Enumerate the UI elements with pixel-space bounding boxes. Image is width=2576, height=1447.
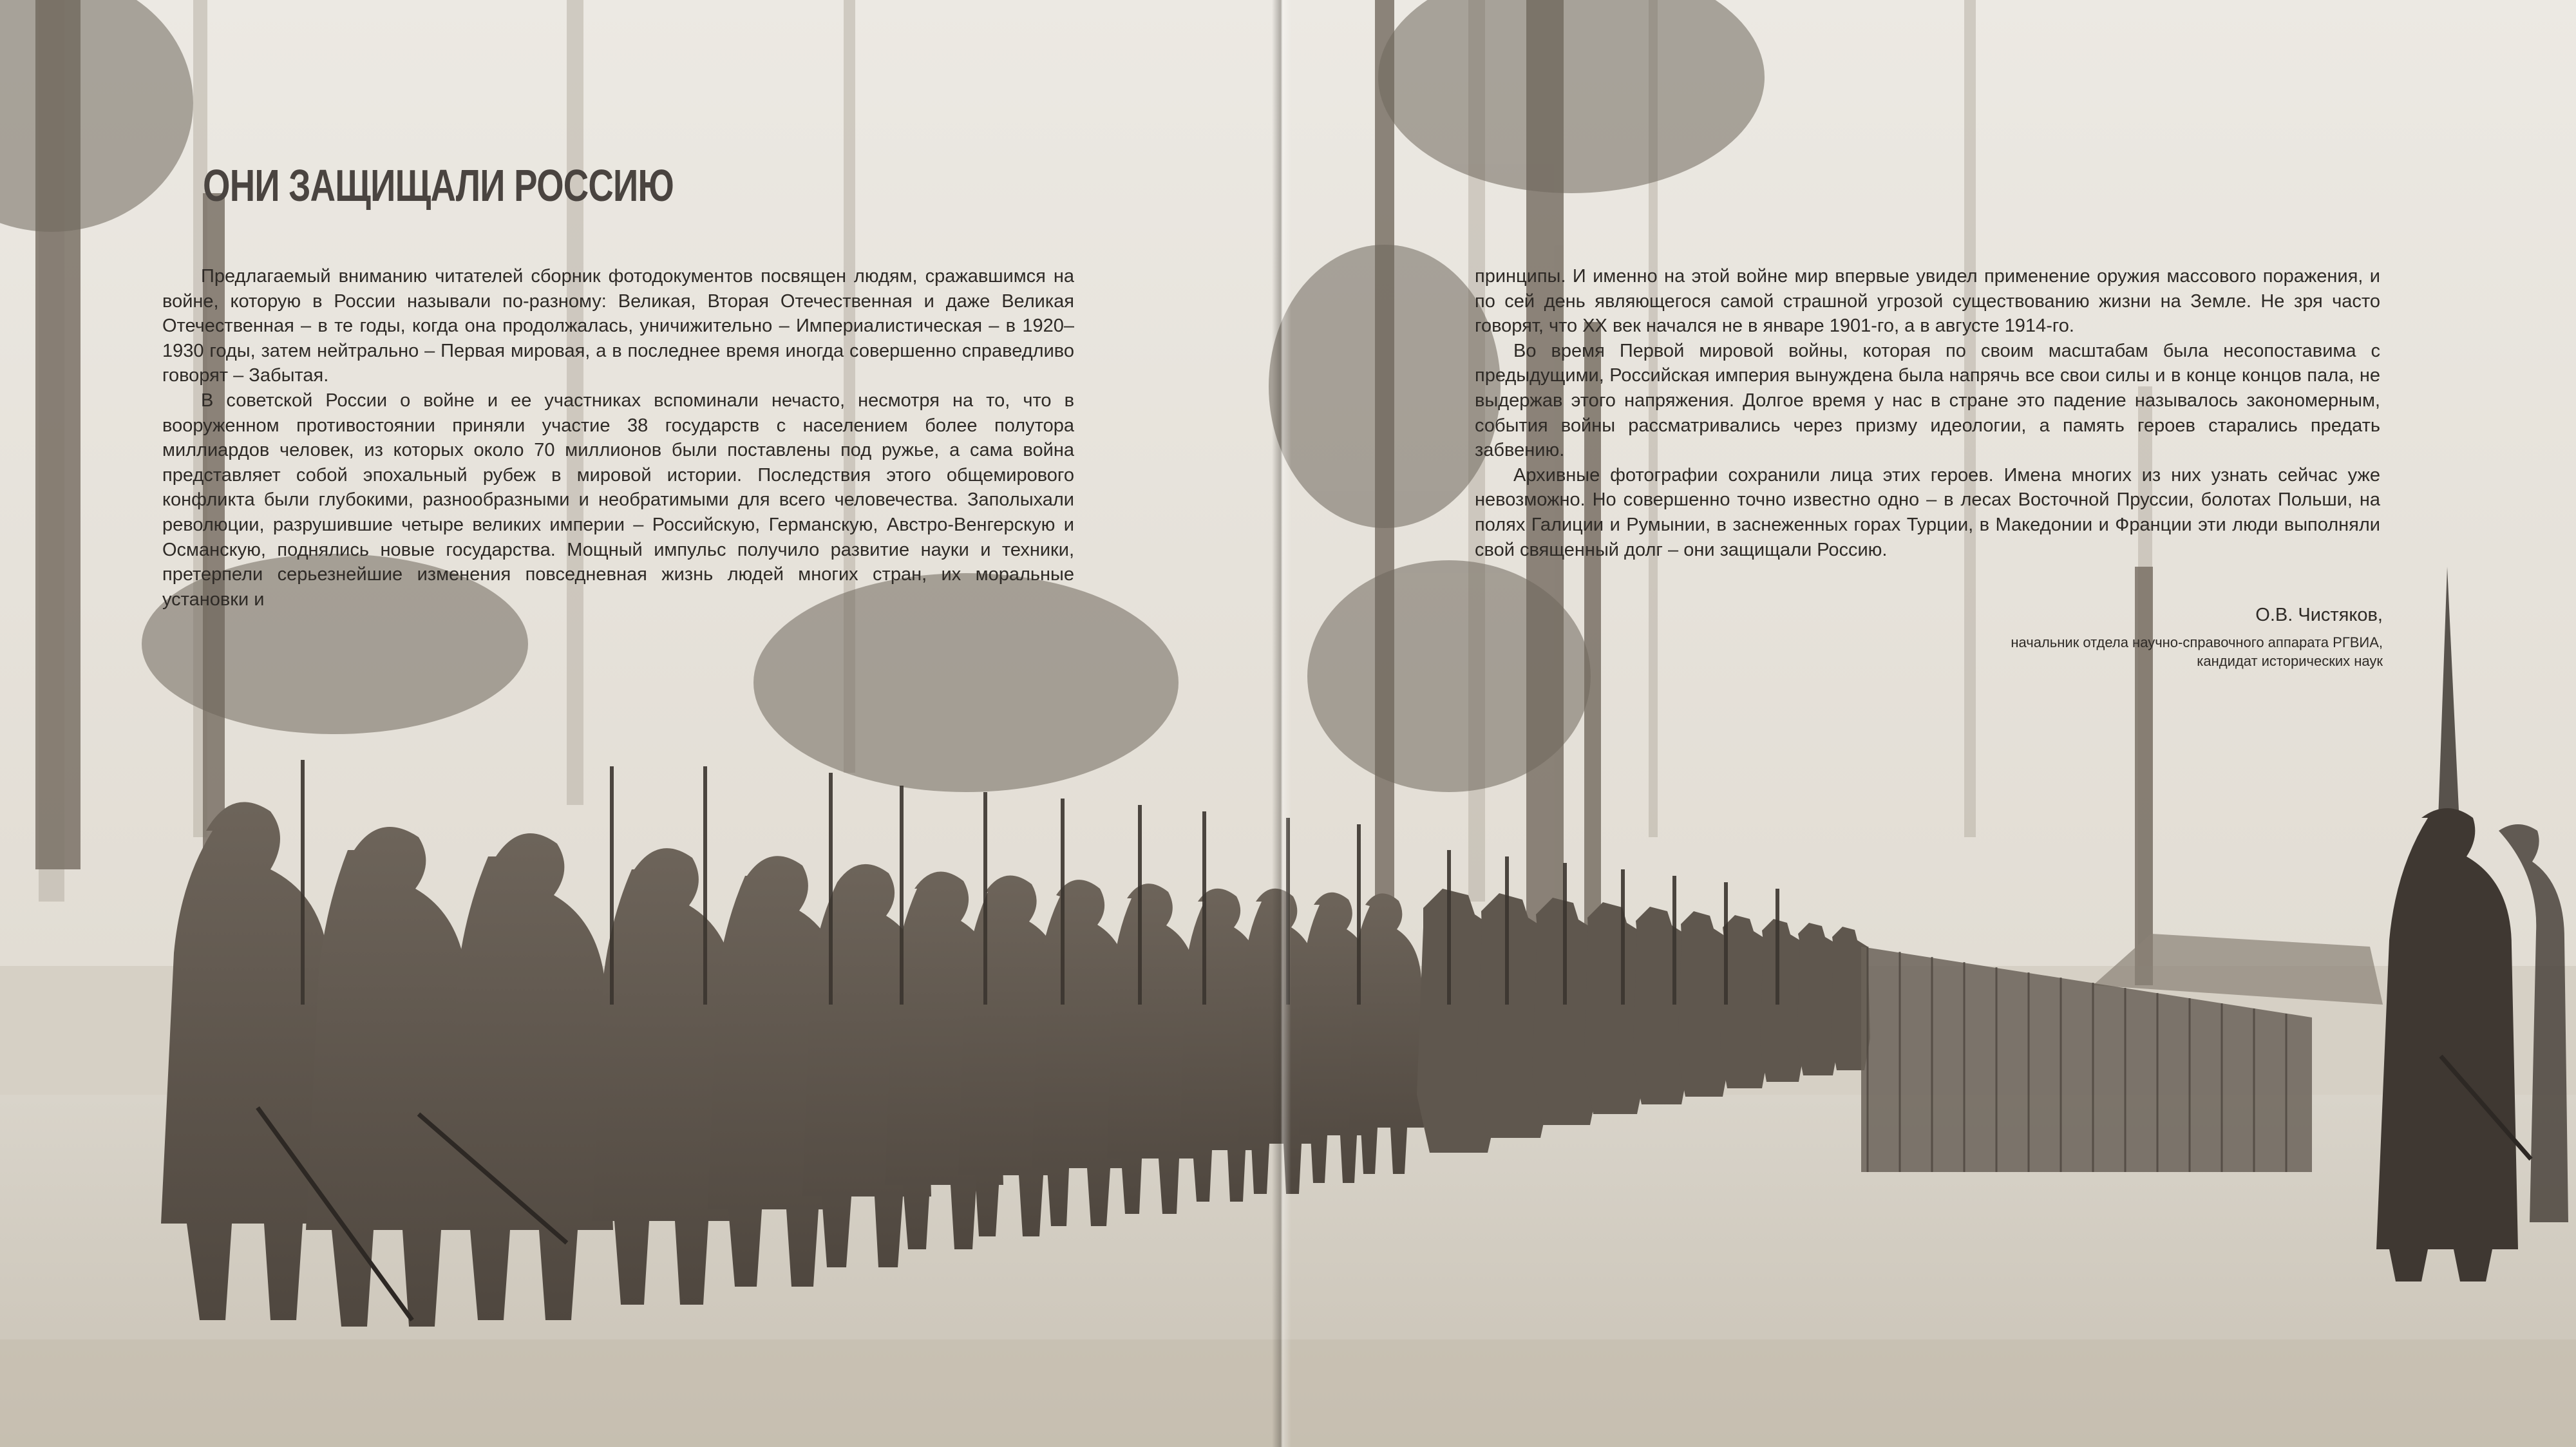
author-position: начальник отдела научно-справочного аппарата РГВИА, bbox=[2011, 634, 2383, 650]
paragraph: Во время Первой мировой войны, которая по своим масштабам была несопоставима с предыдущими, Российская империя вынуждена была напрячь все свои силы и в конце концов пала, не выдержав этого напряжения. Долгое время у нас в стране это падение называлось закономерным, события войны рассматривались через призму идеологии, а память героев старались предать забвению. bbox=[1475, 340, 2380, 461]
author-degree: кандидат исторических наук bbox=[2197, 653, 2383, 669]
paragraph: Предлагаемый вниманию читателей сборник фотодокументов посвящен людям, сражавшимся на войне, которую в России называли по-разному: Великая, Вторая Отечественная и даже Великая Отечественная – в те годы, когда она продолжалась, уничижительно – Империалистическая – в 1920–1930 годы, затем нейтрально – Первая мировая, а в последнее время иногда совершенно справедливо говорят – Забытая. bbox=[162, 266, 1074, 386]
paragraph: Архивные фотографии сохранили лица этих героев. Имена многих из них узнать сейчас уже невозможно. Но совершенно точно известно одно – в лесах Восточной Пруссии, болотах Польши, на полях Галиции и Румынии, в заснеженных горах Турции, в Македонии и Франции эти люди выполняли свой священный долг – они защищали Россию. bbox=[1475, 464, 2380, 560]
signature-block bbox=[1803, 602, 2383, 670]
left-column-text bbox=[162, 264, 1074, 612]
book-gutter bbox=[1272, 0, 1291, 1447]
right-column-text bbox=[1475, 264, 2380, 562]
paragraph: принципы. И именно на этой войне мир впервые увидел применение оружия массового поражения, и по сей день являющегося самой страшной угрозой существованию жизни на Земле. Не зря часто говорят, что XX век начался не в январе 1901-го, а в августе 1914-го. bbox=[1475, 266, 2380, 337]
author-name: О.В. Чистяков, bbox=[2255, 605, 2383, 625]
paragraph: В советской России о войне и ее участниках вспоминали нечасто, несмотря на то, что в вооруженном противостоянии приняли участие 38 государств с населением более полутора миллиардов человек, из которых около 70 миллионов были поставлены под ружье, а сама война представляет собой эпохальный рубеж в мировой истории. Последствия этого общемирового конфликта были глубокими, разнообразными и необратимыми для всего человечества. Заполыхали революции, разрушившие четыре великих империи – Российскую, Германскую, Австро-Венгерскую и Османскую, поднялись новые государства. Мощный импульс получило развитие науки и техники, претерпели серьезнейшие изменения повседневная жизнь людей многих стран, их моральные установки и bbox=[162, 390, 1074, 610]
page-title: ОНИ ЗАЩИЩАЛИ РОССИЮ bbox=[203, 160, 674, 211]
